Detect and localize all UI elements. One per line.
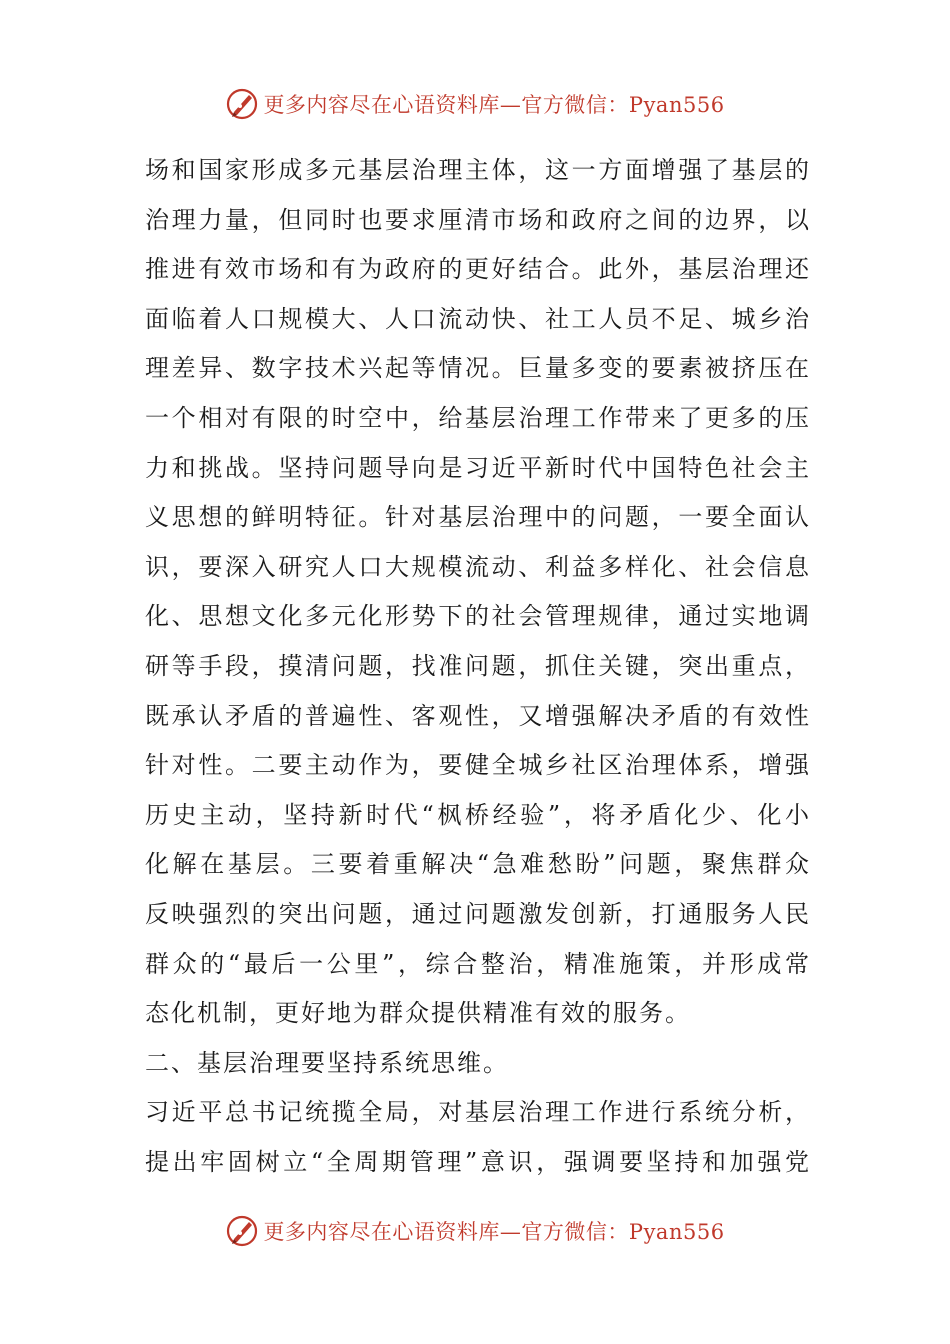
section-heading: 二、基层治理要坚持系统思维。 <box>145 1048 509 1077</box>
body-line: 一个相对有限的时空中，给基层治理工作带来了更多的压 <box>145 403 809 432</box>
footer-watermark <box>0 1211 950 1251</box>
body-line: 习近平总书记统揽全局，对基层治理工作进行系统分析， <box>145 1098 809 1127</box>
body-line: 化、思想文化多元化形势下的社会管理规律，通过实地调 <box>145 602 809 631</box>
body-line: 化解在基层。三要着重解决“急难愁盼”问题，聚焦群众 <box>145 850 809 879</box>
body-line: 既承认矛盾的普遍性、客观性，又增强解决矛盾的有效性 <box>145 701 809 730</box>
header-watermark <box>0 84 950 124</box>
body-line: 力和挑战。坚持问题导向是习近平新时代中国特色社会主 <box>145 453 809 482</box>
body-line: 识，要深入研究人口大规模流动、利益多样化、社会信息 <box>145 552 809 581</box>
pen-seal-icon <box>225 1214 259 1248</box>
body-line: 态化机制，更好地为群众提供精准有效的服务。 <box>145 999 691 1028</box>
body-line: 研等手段，摸清问题，找准问题，抓住关键，突出重点， <box>145 651 809 680</box>
watermark-text: 更多内容尽在心语资料库—官方微信：Pyan556 <box>263 1220 725 1244</box>
body-line: 反映强烈的突出问题，通过问题激发创新，打通服务人民 <box>145 899 809 928</box>
body-line: 场和国家形成多元基层治理主体，这一方面增强了基层的 <box>145 156 809 184</box>
body-line: 针对性。二要主动作为，要健全城乡社区治理体系，增强 <box>145 751 809 780</box>
document-body <box>145 146 809 1187</box>
body-line: 理差异、数字技术兴起等情况。巨量多变的要素被挤压在 <box>145 354 809 383</box>
body-line: 推进有效市场和有为政府的更好结合。此外，基层治理还 <box>145 255 809 284</box>
body-line: 群众的“最后一公里”，综合整治，精准施策，并形成常 <box>145 949 809 978</box>
watermark-text: 更多内容尽在心语资料库—官方微信：Pyan556 <box>263 93 725 117</box>
body-line: 治理力量，但同时也要求厘清市场和政府之间的边界，以 <box>145 205 809 234</box>
body-line: 面临着人口规模大、人口流动快、社工人员不足、城乡治 <box>145 304 809 333</box>
body-line: 历史主动，坚持新时代“枫桥经验”，将矛盾化少、化小 <box>145 800 809 829</box>
body-line: 义思想的鲜明特征。针对基层治理中的问题，一要全面认 <box>145 503 809 532</box>
pen-seal-icon <box>225 87 259 121</box>
body-line: 提出牢固树立“全周期管理”意识，强调要坚持和加强党 <box>145 1147 809 1176</box>
